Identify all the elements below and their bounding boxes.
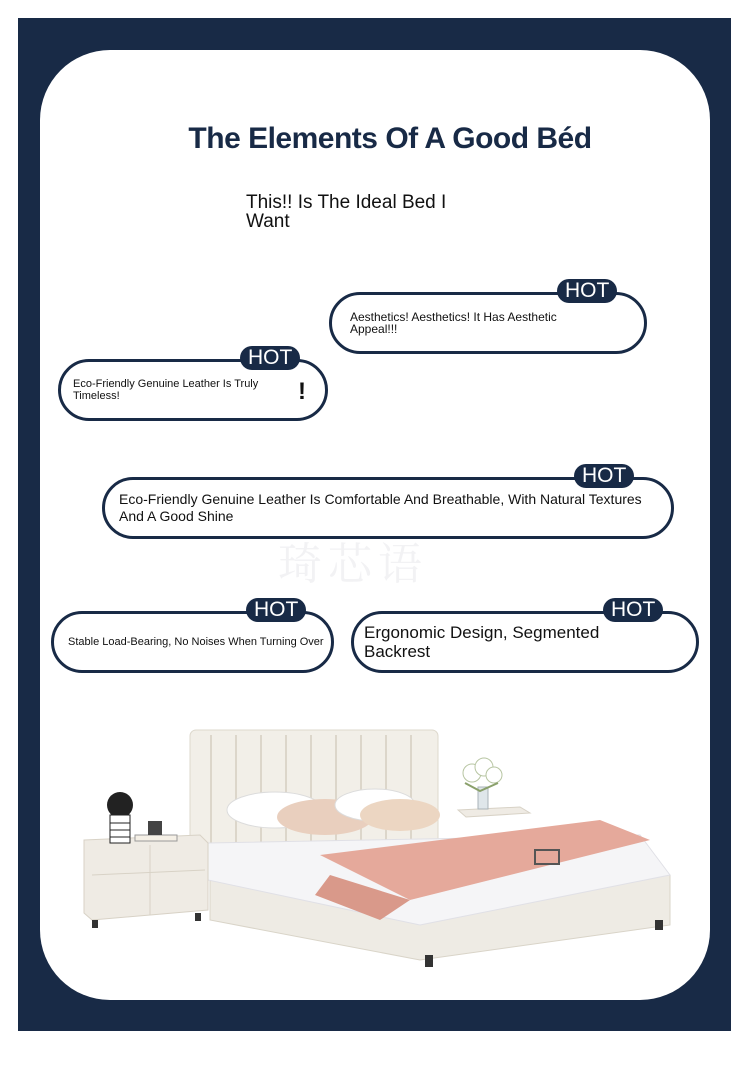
exclamation-mark: ! <box>298 378 306 405</box>
feature-text: Aesthetics! Aesthetics! It Has Aesthetic Appeal!!! <box>350 310 557 336</box>
watermark: 琦芯语 <box>278 539 428 590</box>
feature-text: Ergonomic Design, Segmented Backrest <box>364 623 600 661</box>
page-subtitle: This!! Is The Ideal Bed I Want <box>246 192 447 232</box>
feature-text: Eco-Friendly Genuine Leather Is Comfortable And Breathable, With Natural Textures And A Good Shine <box>119 491 642 524</box>
bed-product-illustration <box>80 725 680 975</box>
feature-text: Stable Load-Bearing, No Noises When Turning Over <box>68 636 324 648</box>
feature-text: Eco-Friendly Genuine Leather Is Truly Timeless! <box>73 378 259 402</box>
hot-badge: HOT <box>557 279 617 303</box>
page-title: The Elements Of A Good Béd <box>188 122 592 155</box>
hot-badge: HOT <box>240 346 300 370</box>
hot-badge: HOT <box>574 464 634 488</box>
hot-badge: HOT <box>603 598 663 622</box>
hot-badge: HOT <box>246 598 306 622</box>
